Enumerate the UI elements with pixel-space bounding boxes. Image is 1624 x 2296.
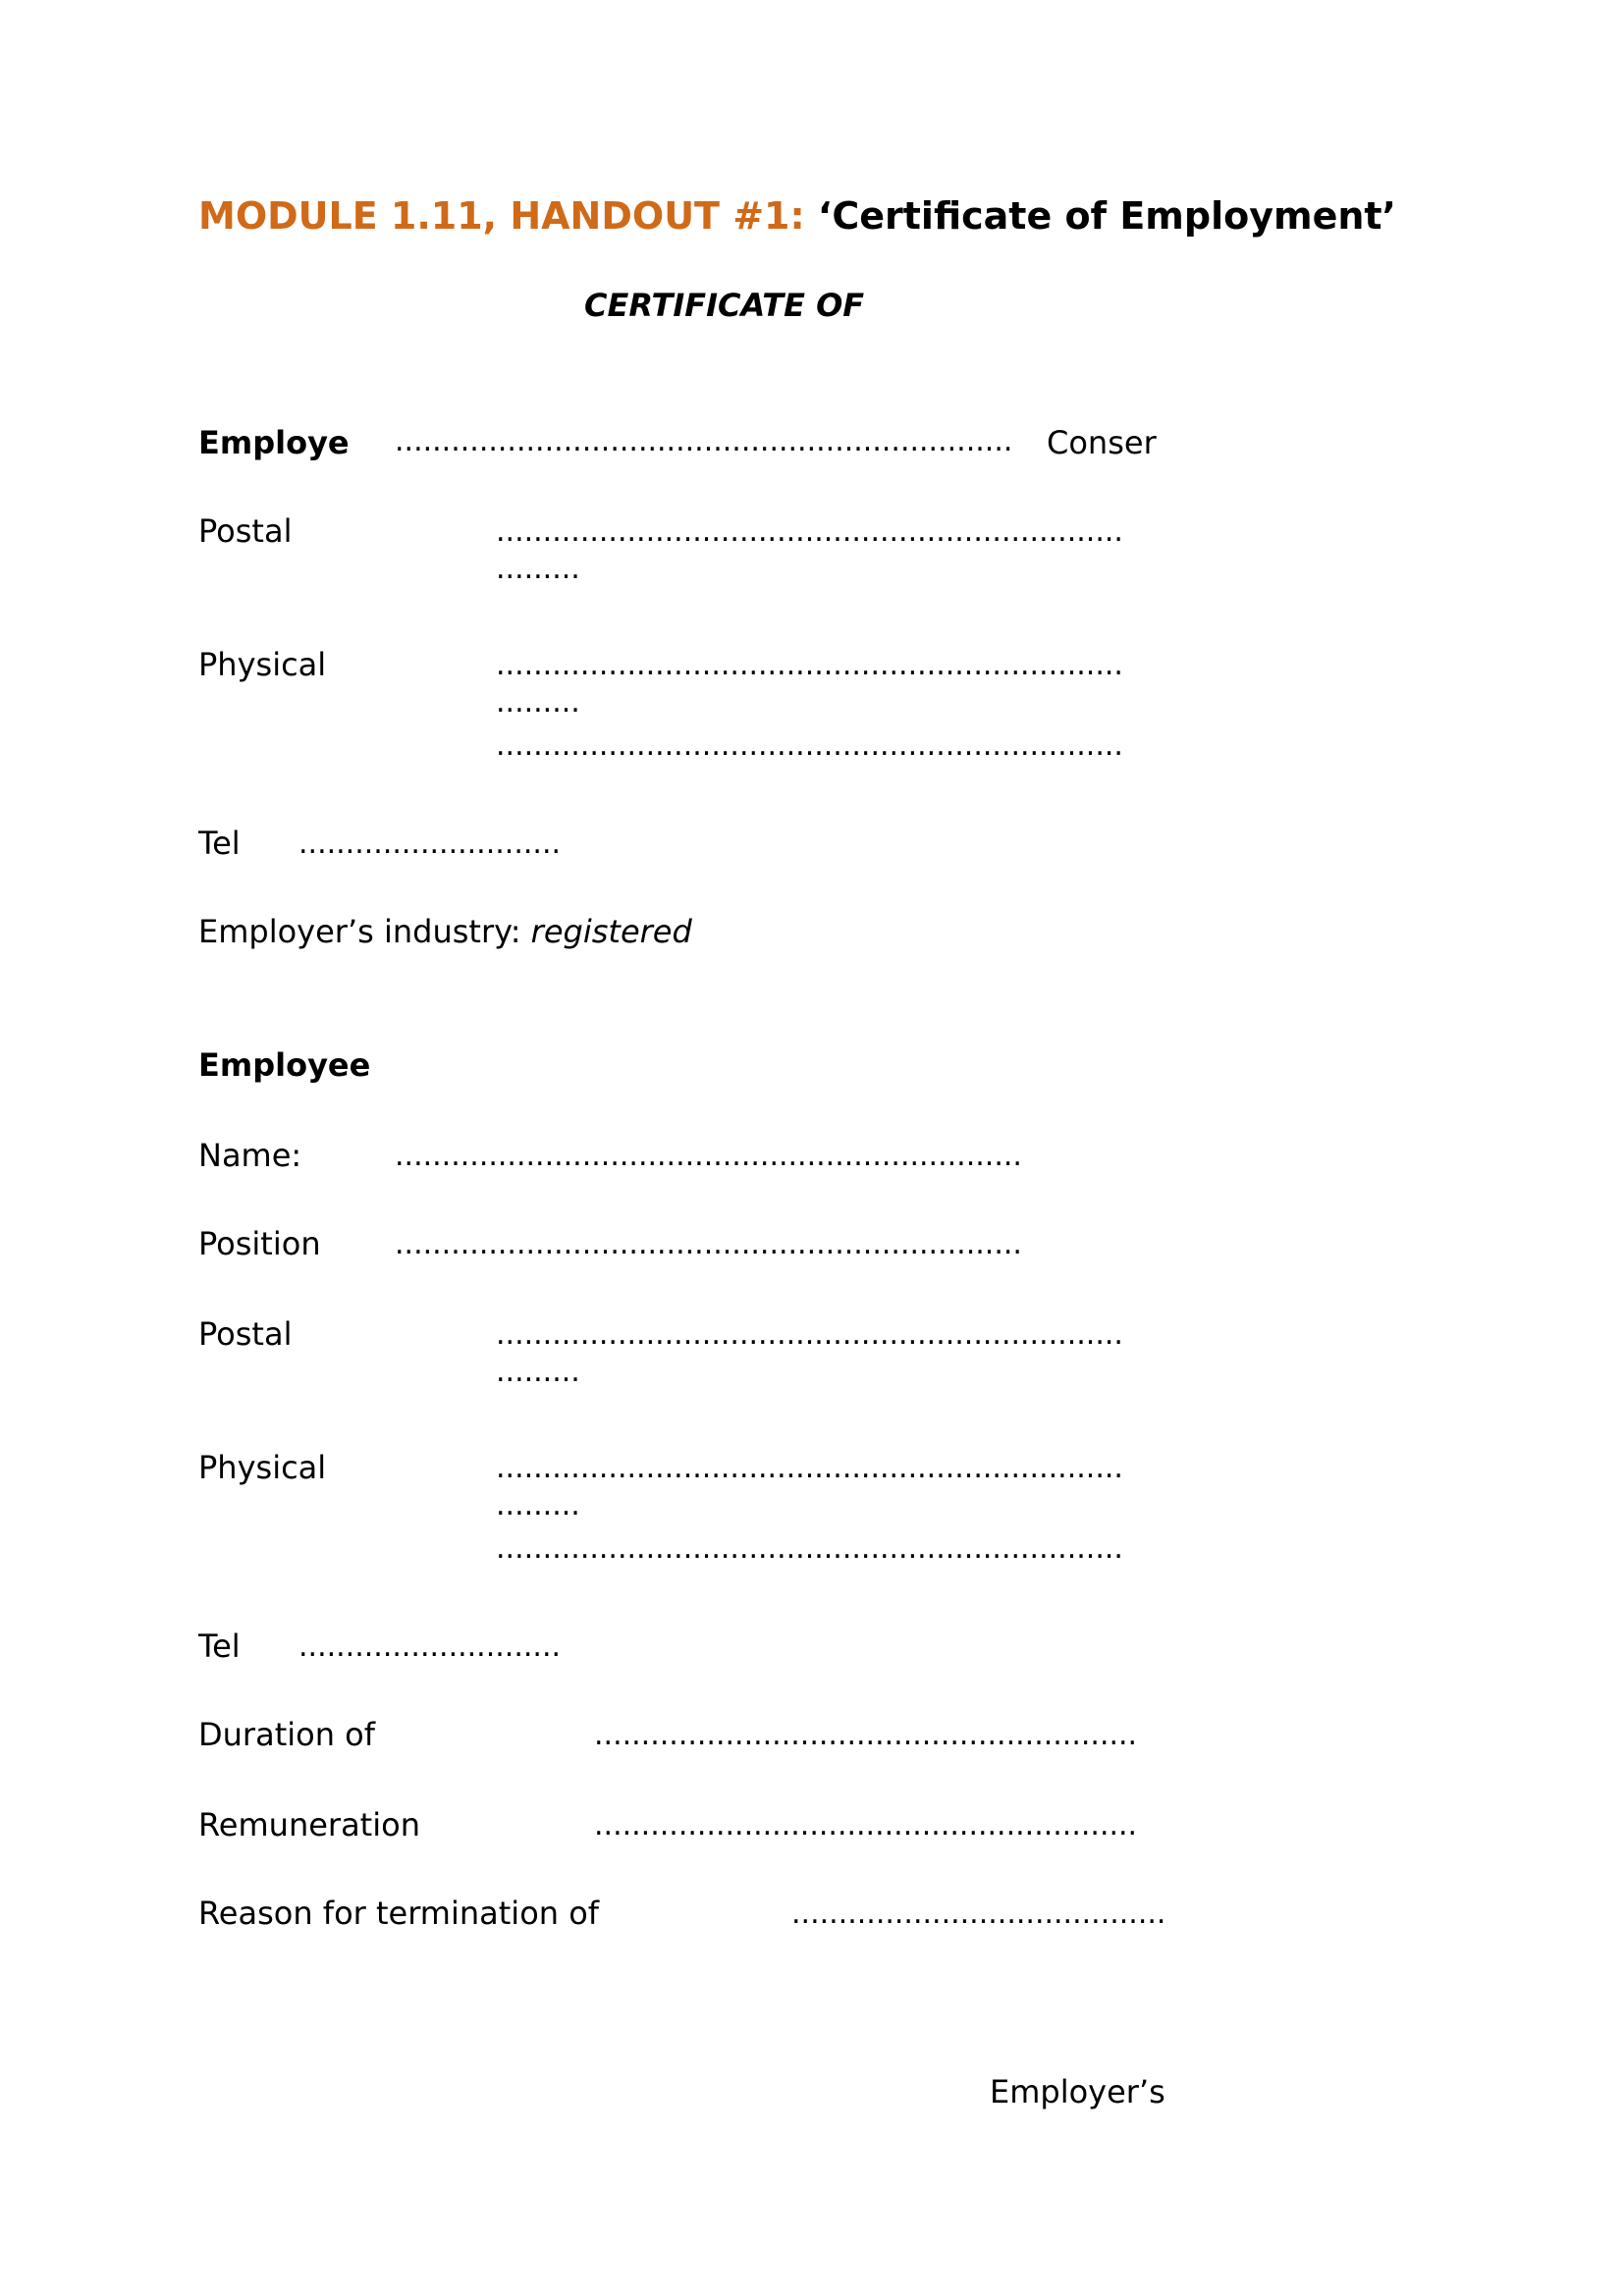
employee-physical-label: Physical — [198, 1449, 327, 1486]
employer-industry-value: registered — [530, 913, 692, 950]
employer-physical-field-line3[interactable]: ................................................................... — [496, 728, 1123, 763]
employee-name-label: Name: — [198, 1137, 302, 1174]
employer-industry-label: Employer’s industry: — [198, 913, 521, 950]
document-title: ‘Certificate of Employment’ — [817, 194, 1396, 238]
employee-postal-label: Postal — [198, 1315, 293, 1353]
employee-duration-label: Duration of — [198, 1716, 375, 1753]
employer-tel-label: Tel — [198, 825, 241, 862]
employer-physical-label: Physical — [198, 646, 327, 683]
employer-name-field[interactable]: .................................................................. — [395, 424, 1013, 458]
employee-heading: Employee — [198, 1046, 371, 1084]
employee-remuneration-field[interactable]: .......................................................... — [594, 1808, 1138, 1842]
employee-termination-reason-label: Reason for termination of — [198, 1895, 600, 1932]
certificate-heading: CERTIFICATE OF — [584, 287, 865, 324]
employee-remuneration-label: Remuneration — [198, 1806, 420, 1843]
employee-name-field[interactable]: ................................................................... — [395, 1139, 1022, 1173]
employer-industry — [198, 913, 692, 950]
employee-duration-field[interactable]: .......................................................... — [594, 1718, 1138, 1752]
employee-postal-field-line1[interactable]: ................................................................... — [496, 1317, 1123, 1352]
module-label: MODULE 1.11, HANDOUT #1: — [198, 194, 805, 238]
employee-tel-field[interactable]: ............................ — [298, 1629, 562, 1664]
employer-physical-field-line2[interactable]: ......... — [496, 685, 580, 720]
employer-tel-field[interactable]: ............................ — [298, 827, 562, 861]
employer-postal-field-line2[interactable]: ......... — [496, 552, 580, 586]
employer-name-suffix: Conser — [1047, 424, 1157, 461]
employee-postal-field-line2[interactable]: ......... — [496, 1355, 580, 1389]
page-title — [198, 194, 1396, 238]
employee-physical-field-line2[interactable]: ......... — [496, 1488, 580, 1522]
employee-physical-field-line1[interactable]: ................................................................... — [496, 1451, 1123, 1485]
employer-physical-field-line1[interactable]: ................................................................... — [496, 648, 1123, 682]
employee-physical-field-line3[interactable]: ................................................................... — [496, 1531, 1123, 1566]
employer-postal-label: Postal — [198, 512, 293, 550]
employee-position-label: Position — [198, 1225, 321, 1262]
employer-postal-field-line1[interactable]: ................................................................... — [496, 514, 1123, 549]
employee-position-field[interactable]: ................................................................... — [395, 1227, 1022, 1261]
employee-tel-label: Tel — [198, 1628, 241, 1665]
employee-termination-reason-field[interactable]: ........................................ — [791, 1896, 1166, 1931]
employer-signature-label: Employer’s — [990, 2073, 1165, 2110]
employer-heading: Employe — [198, 424, 350, 461]
